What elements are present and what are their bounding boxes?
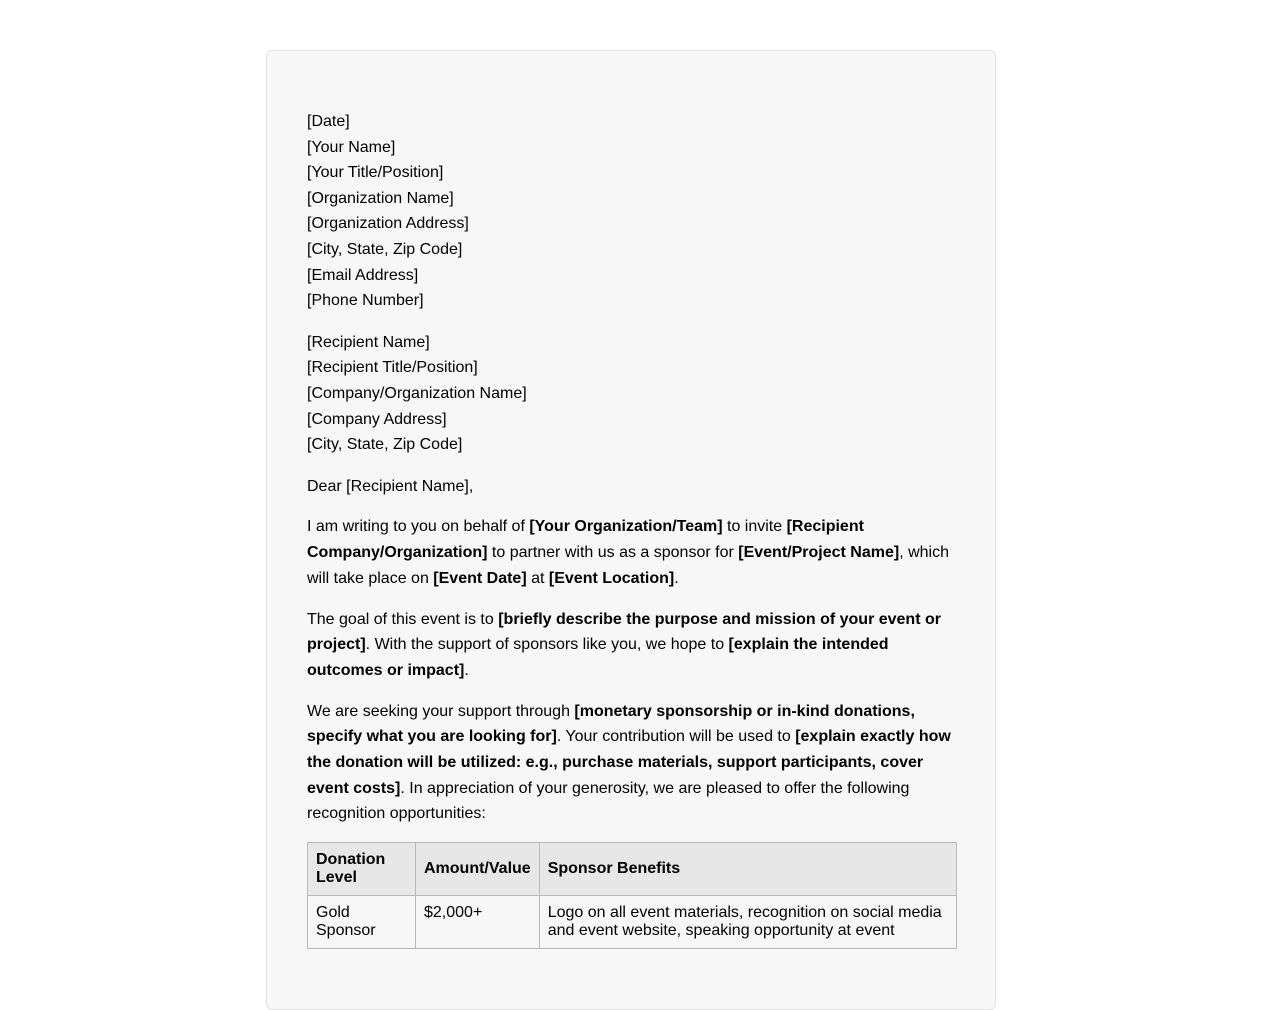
p3-text-2: . Your contribution will be used to (556, 728, 796, 746)
cell-amount: $2,000+ (416, 896, 540, 949)
p1-text-4: , which will take place on (307, 544, 949, 587)
sender-address: [Organization Address] (307, 215, 469, 233)
p1-text-1: I am writing to you on behalf of (307, 518, 530, 536)
header-donation-level: Donation Level (308, 843, 416, 896)
cell-benefits: Logo on all event materials, recognition on social media and event website, speaking opportunity at event (539, 896, 956, 949)
p1-bold-event-date: [Event Date] (433, 569, 527, 587)
p1-bold-organization: [Your Organization/Team] (529, 518, 723, 536)
sender-block (307, 109, 955, 314)
p3-text-3: . In appreciation of your generosity, we are pleased to offer the following recognition opportunities: (307, 779, 910, 823)
p1-text-5: at (526, 569, 549, 587)
recipient-city-state-zip: [City, State, Zip Code] (307, 436, 463, 454)
sender-date: [Date] (307, 113, 350, 130)
p1-text-3: to partner with us as a sponsor for (487, 544, 739, 562)
recipient-name: [Recipient Name] (307, 333, 430, 351)
recipient-company: [Company/Organization Name] (307, 384, 527, 402)
sender-city-state-zip: [City, State, Zip Code] (307, 240, 463, 258)
sender-email: [Email Address] (307, 266, 419, 284)
table-header-row (308, 843, 957, 896)
salutation: Dear [Recipient Name], (307, 477, 474, 495)
header-sponsor-benefits: Sponsor Benefits (539, 843, 956, 896)
sender-phone: [Phone Number] (307, 292, 424, 310)
p1-text-2: to invite (722, 518, 787, 536)
sender-organization: [Organization Name] (307, 189, 454, 207)
recipient-block (307, 330, 955, 458)
cell-level: Gold Sponsor (308, 896, 416, 949)
p1-bold-recipient-company: [Recipient Company/Organization] (307, 518, 864, 562)
header-amount-value: Amount/Value (416, 843, 540, 896)
p3-bold-support-type: [monetary sponsorship or in-kind donations, specify what you are looking for] (307, 702, 915, 746)
letter-page (266, 50, 996, 1010)
p2-text-3: . (464, 661, 469, 679)
paragraph-intro (307, 514, 955, 591)
p1-text-6: . (674, 569, 679, 587)
p2-bold-purpose: [briefly describe the purpose and mission of your event or project] (307, 610, 941, 654)
p2-text-1: The goal of this event is to (307, 610, 499, 628)
p3-bold-usage: [explain exactly how the donation will be utilized: e.g., purchase materials, support participants, cover event costs] (307, 728, 951, 797)
p3-text-1: We are seeking your support through (307, 702, 575, 720)
p1-bold-event-location: [Event Location] (548, 569, 675, 587)
paragraph-goal (307, 607, 955, 684)
sender-title: [Your Title/Position] (307, 164, 444, 182)
recipient-title: [Recipient Title/Position] (307, 359, 478, 377)
table-row (308, 896, 957, 949)
paragraph-request (307, 699, 955, 828)
p1-bold-event-name: [Event/Project Name] (738, 544, 900, 562)
sponsorship-table (307, 842, 957, 949)
recipient-address: [Company Address] (307, 410, 447, 428)
p2-text-2: . With the support of sponsors like you, we hope to (365, 636, 729, 654)
p2-bold-outcomes: [explain the intended outcomes or impact] (307, 636, 889, 679)
sender-name: [Your Name] (307, 138, 396, 156)
